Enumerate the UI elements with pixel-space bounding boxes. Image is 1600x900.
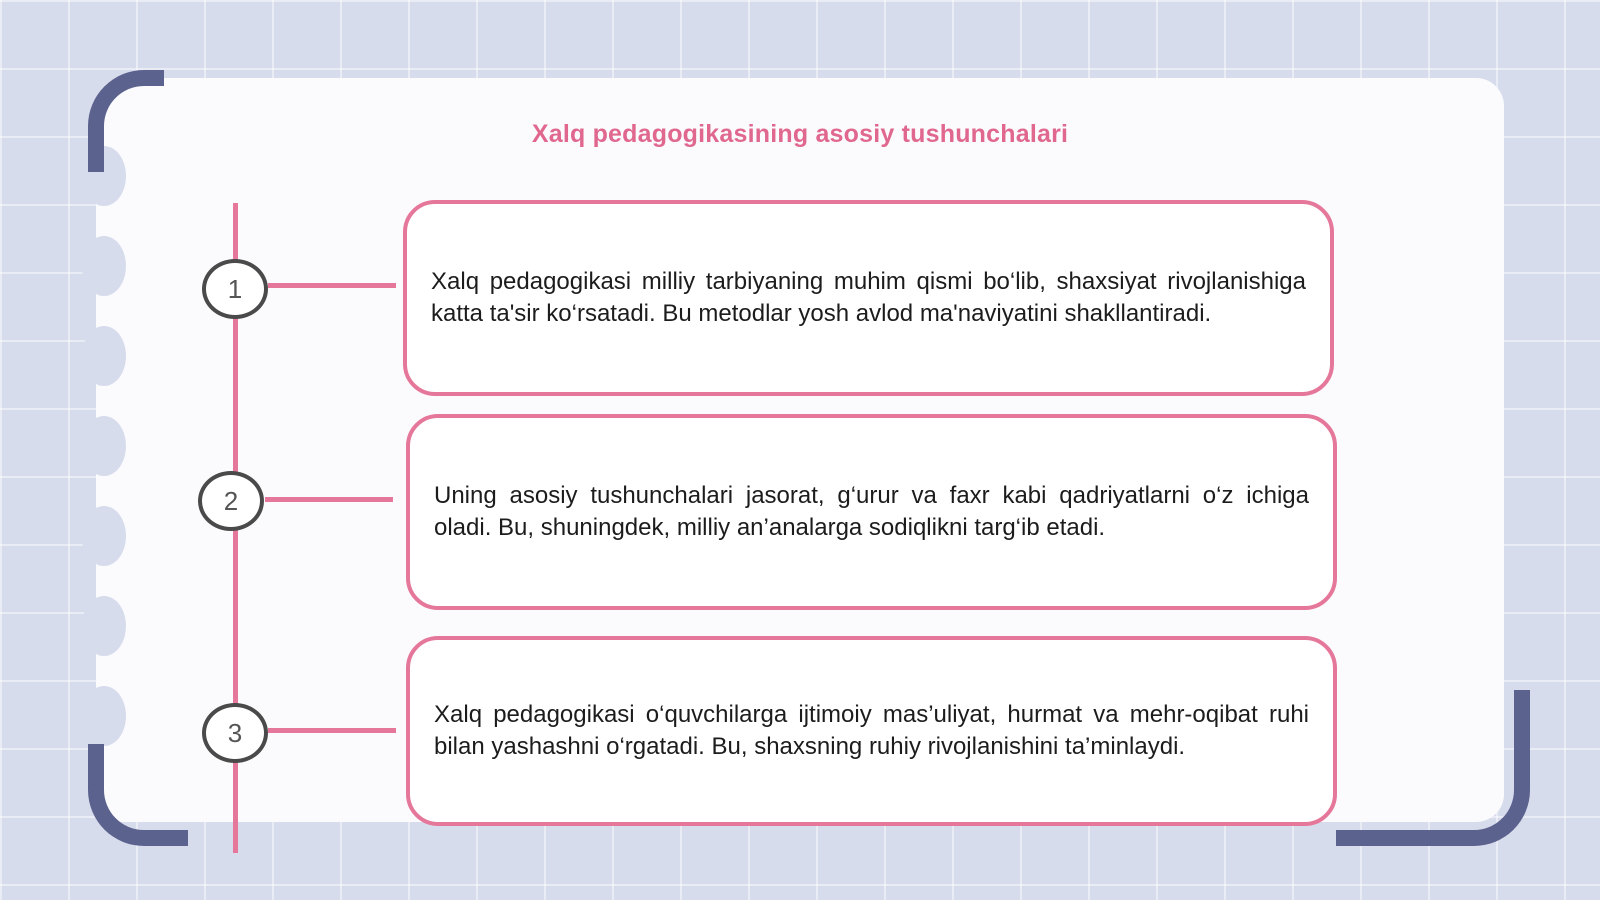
frame-corner-top-left xyxy=(88,70,164,172)
step-number-2: 2 xyxy=(198,471,264,531)
timeline-connector-3 xyxy=(268,728,396,733)
step-number-1: 1 xyxy=(202,259,268,319)
scallop-edge xyxy=(82,326,126,386)
scallop-edge xyxy=(82,506,126,566)
content-text-3: Xalq pedagogikasi o‘quvchilarga ijtimoiy mas’uliyat, hurmat va mehr-oqibat ruhi bilan yashashni o‘rgatadi. Bu, shaxsning ruhiy rivojlanishini ta’minlaydi. xyxy=(434,701,1309,760)
frame-corner-bottom-left xyxy=(88,744,188,846)
slide-title: Xalq pedagogikasining asosiy tushunchalari xyxy=(531,120,1069,148)
timeline-connector-2 xyxy=(265,497,393,502)
scallop-edge xyxy=(82,686,126,746)
content-box-1 xyxy=(403,200,1334,396)
scallop-edge xyxy=(82,416,126,476)
scallop-edge xyxy=(82,596,126,656)
content-box-3 xyxy=(406,636,1337,826)
timeline-connector-1 xyxy=(268,283,396,288)
step-number-3: 3 xyxy=(202,703,268,763)
scallop-edge xyxy=(82,236,126,296)
content-text-1: Xalq pedagogikasi milliy tarbiyaning muhim qismi bo‘lib, shaxsiyat rivojlanishiga katta ta'sir ko‘rsatadi. Bu metodlar yosh avlod ma'naviyatini shakllantiradi. xyxy=(431,268,1306,327)
content-text-2: Uning asosiy tushunchalari jasorat, g‘urur va faxr kabi qadriyatlarni o‘z ichiga oladi. Bu, shuningdek, milliy an’analarga sodiqlikni targ‘ib etadi. xyxy=(434,482,1309,541)
frame-corner-bottom-right xyxy=(1336,690,1530,846)
content-box-2 xyxy=(406,414,1337,610)
